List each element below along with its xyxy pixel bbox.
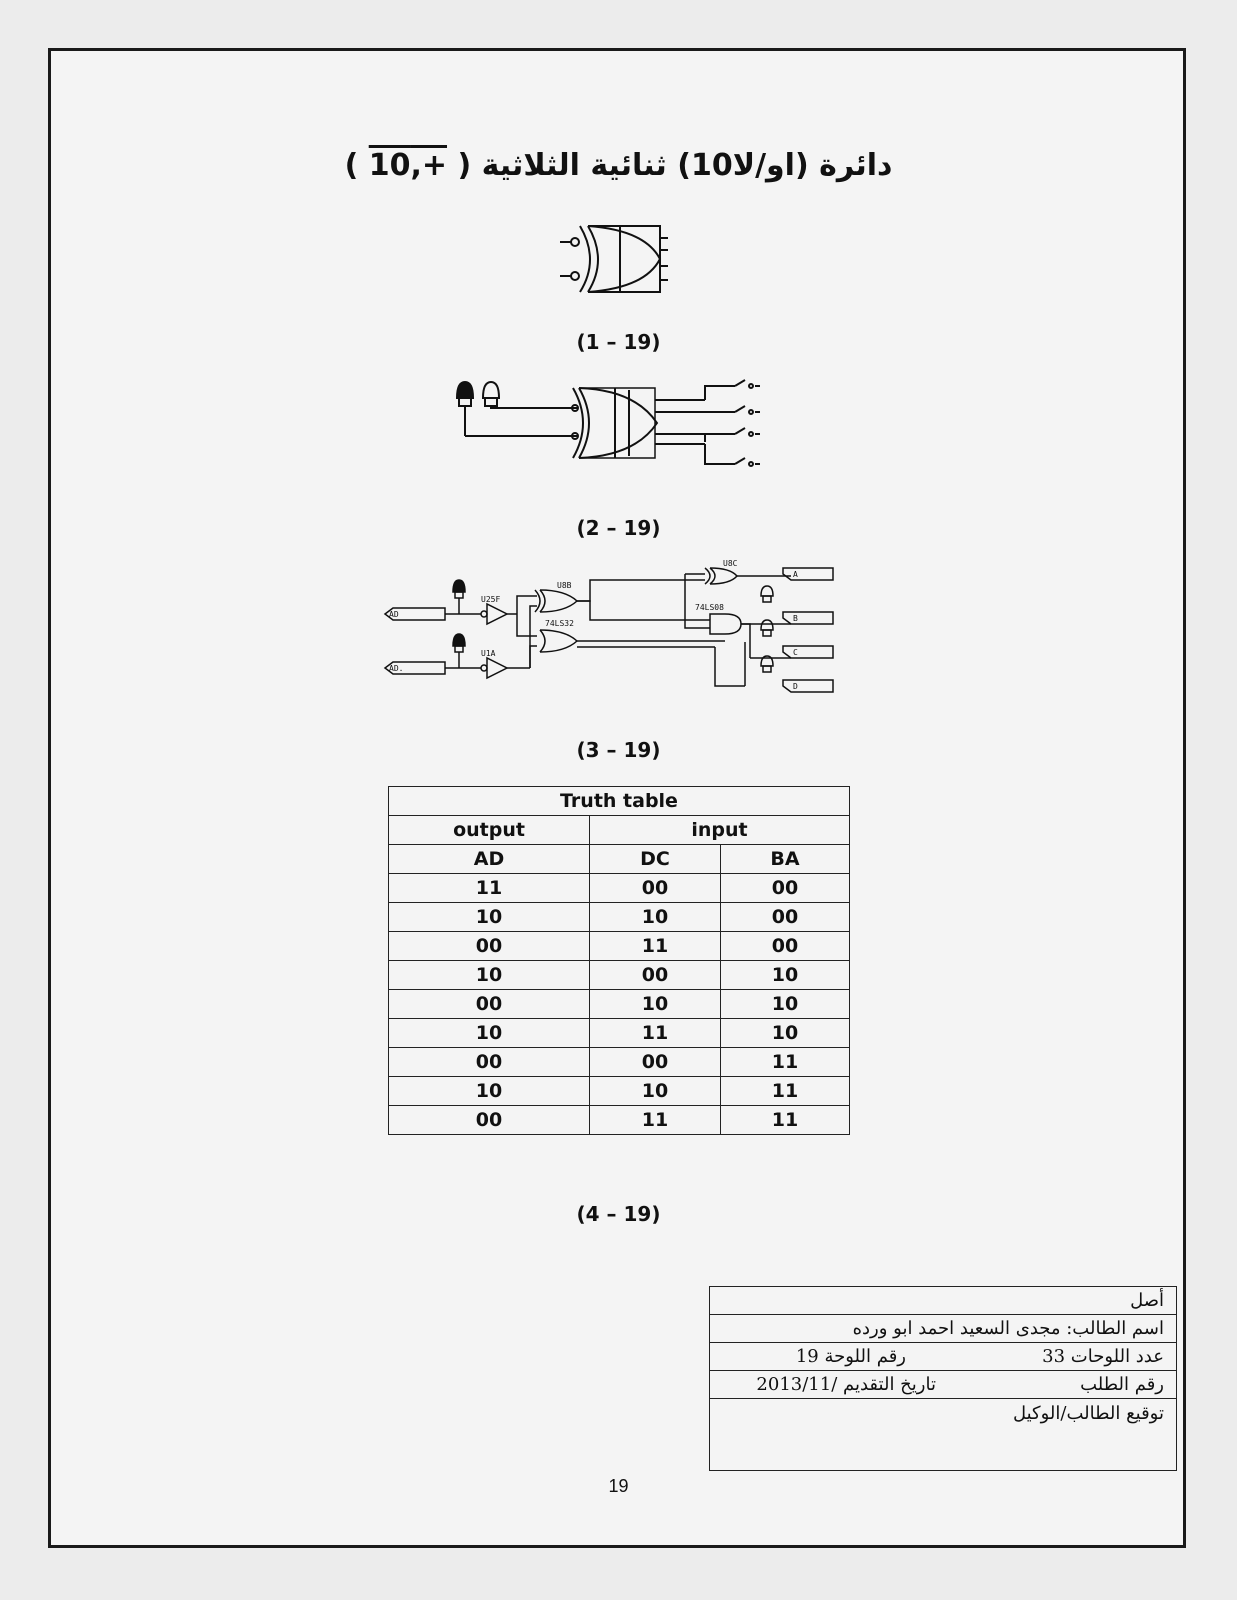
lamp-switch-circuit bbox=[455, 378, 785, 488]
student-info-box bbox=[709, 1286, 1177, 1471]
title-prefix: دائرة (او/لا10) ثنائية الثلاثية ( bbox=[447, 148, 893, 183]
table-cell: 10 bbox=[590, 1077, 721, 1106]
table-cell: 00 bbox=[590, 874, 721, 903]
info-request-number: رقم الطلب bbox=[1080, 1374, 1164, 1395]
schematic-label-u8c: U8C bbox=[723, 559, 738, 568]
info-asl: أصل bbox=[1130, 1290, 1164, 1311]
table-cell: 10 bbox=[389, 903, 590, 932]
table-cell: 00 bbox=[721, 874, 850, 903]
table-cell: 10 bbox=[721, 1019, 850, 1048]
figure-2-caption: (2 – 19) bbox=[576, 516, 661, 540]
table-cell: 00 bbox=[389, 1106, 590, 1135]
truth-table bbox=[388, 786, 850, 1135]
table-row bbox=[389, 1019, 850, 1048]
info-boards-count: عدد اللوحات 33 bbox=[1042, 1346, 1164, 1367]
schematic-label-a: A bbox=[793, 570, 798, 579]
page-title bbox=[0, 148, 1237, 183]
table-row bbox=[389, 990, 850, 1019]
truth-table-title: Truth table bbox=[389, 787, 850, 816]
page-number: 19 bbox=[608, 1476, 629, 1496]
info-submission-date: تاريخ التقديم /2013/11 bbox=[756, 1374, 936, 1395]
column-header-dc: DC bbox=[590, 845, 721, 874]
schematic-label-u8b: U8B bbox=[557, 581, 572, 590]
info-row-signature bbox=[710, 1399, 1176, 1427]
table-cell: 11 bbox=[721, 1048, 850, 1077]
schematic-label-b: B bbox=[793, 614, 798, 623]
table-cell: 10 bbox=[389, 1019, 590, 1048]
schematic-label-74ls08: 74LS08 bbox=[695, 603, 724, 612]
table-cell: 11 bbox=[721, 1077, 850, 1106]
table-cell: 00 bbox=[389, 990, 590, 1019]
table-cell: 10 bbox=[721, 990, 850, 1019]
table-cell: 11 bbox=[590, 932, 721, 961]
figure-1-caption: (1 – 19) bbox=[576, 330, 661, 354]
column-header-ad: AD bbox=[389, 845, 590, 874]
table-cell: 10 bbox=[389, 961, 590, 990]
table-cell: 00 bbox=[590, 961, 721, 990]
info-signature: توقيع الطالب/الوكيل bbox=[1012, 1402, 1164, 1424]
table-row bbox=[389, 961, 850, 990]
table-cell: 11 bbox=[721, 1106, 850, 1135]
table-cell: 00 bbox=[590, 1048, 721, 1077]
table-cell: 11 bbox=[590, 1106, 721, 1135]
schematic-label-u1a: U1A bbox=[481, 649, 496, 658]
logic-schematic bbox=[385, 559, 860, 708]
info-row-request bbox=[710, 1371, 1176, 1399]
info-row-boards bbox=[710, 1343, 1176, 1371]
table-row bbox=[389, 932, 850, 961]
table-cell: 10 bbox=[389, 1077, 590, 1106]
table-row bbox=[389, 903, 850, 932]
table-cell: 11 bbox=[389, 874, 590, 903]
info-student-name: اسم الطالب: مجدى السعيد احمد ابو ورده bbox=[852, 1318, 1164, 1339]
schematic-label-ad-dot: AD. bbox=[389, 664, 404, 673]
column-header-ba: BA bbox=[721, 845, 850, 874]
xnor-gate-symbol bbox=[560, 220, 680, 300]
table-row bbox=[389, 1048, 850, 1077]
truth-table-group-input: input bbox=[590, 816, 850, 845]
info-board-number: رقم اللوحة 19 bbox=[795, 1346, 906, 1367]
schematic-label-d: D bbox=[793, 682, 798, 691]
title-overline-part: +,10 bbox=[368, 148, 448, 183]
table-row bbox=[389, 1077, 850, 1106]
truth-table-group-output: output bbox=[389, 816, 590, 845]
table-cell: 00 bbox=[721, 932, 850, 961]
schematic-label-c: C bbox=[793, 648, 798, 657]
table-cell: 10 bbox=[590, 903, 721, 932]
table-cell: 10 bbox=[590, 990, 721, 1019]
figure-4-caption: (4 – 19) bbox=[576, 1202, 661, 1226]
figure-3-caption: (3 – 19) bbox=[576, 738, 661, 762]
table-cell: 00 bbox=[389, 1048, 590, 1077]
info-row-asl bbox=[710, 1287, 1176, 1315]
title-suffix: ) bbox=[344, 148, 369, 183]
table-cell: 00 bbox=[389, 932, 590, 961]
schematic-label-74ls32: 74LS32 bbox=[545, 619, 574, 628]
schematic-label-ad: AD bbox=[389, 610, 399, 619]
schematic-label-u25f: U25F bbox=[481, 595, 501, 604]
table-row bbox=[389, 1106, 850, 1135]
info-row-student bbox=[710, 1315, 1176, 1343]
table-row bbox=[389, 874, 850, 903]
table-cell: 00 bbox=[721, 903, 850, 932]
table-cell: 10 bbox=[721, 961, 850, 990]
table-cell: 11 bbox=[590, 1019, 721, 1048]
